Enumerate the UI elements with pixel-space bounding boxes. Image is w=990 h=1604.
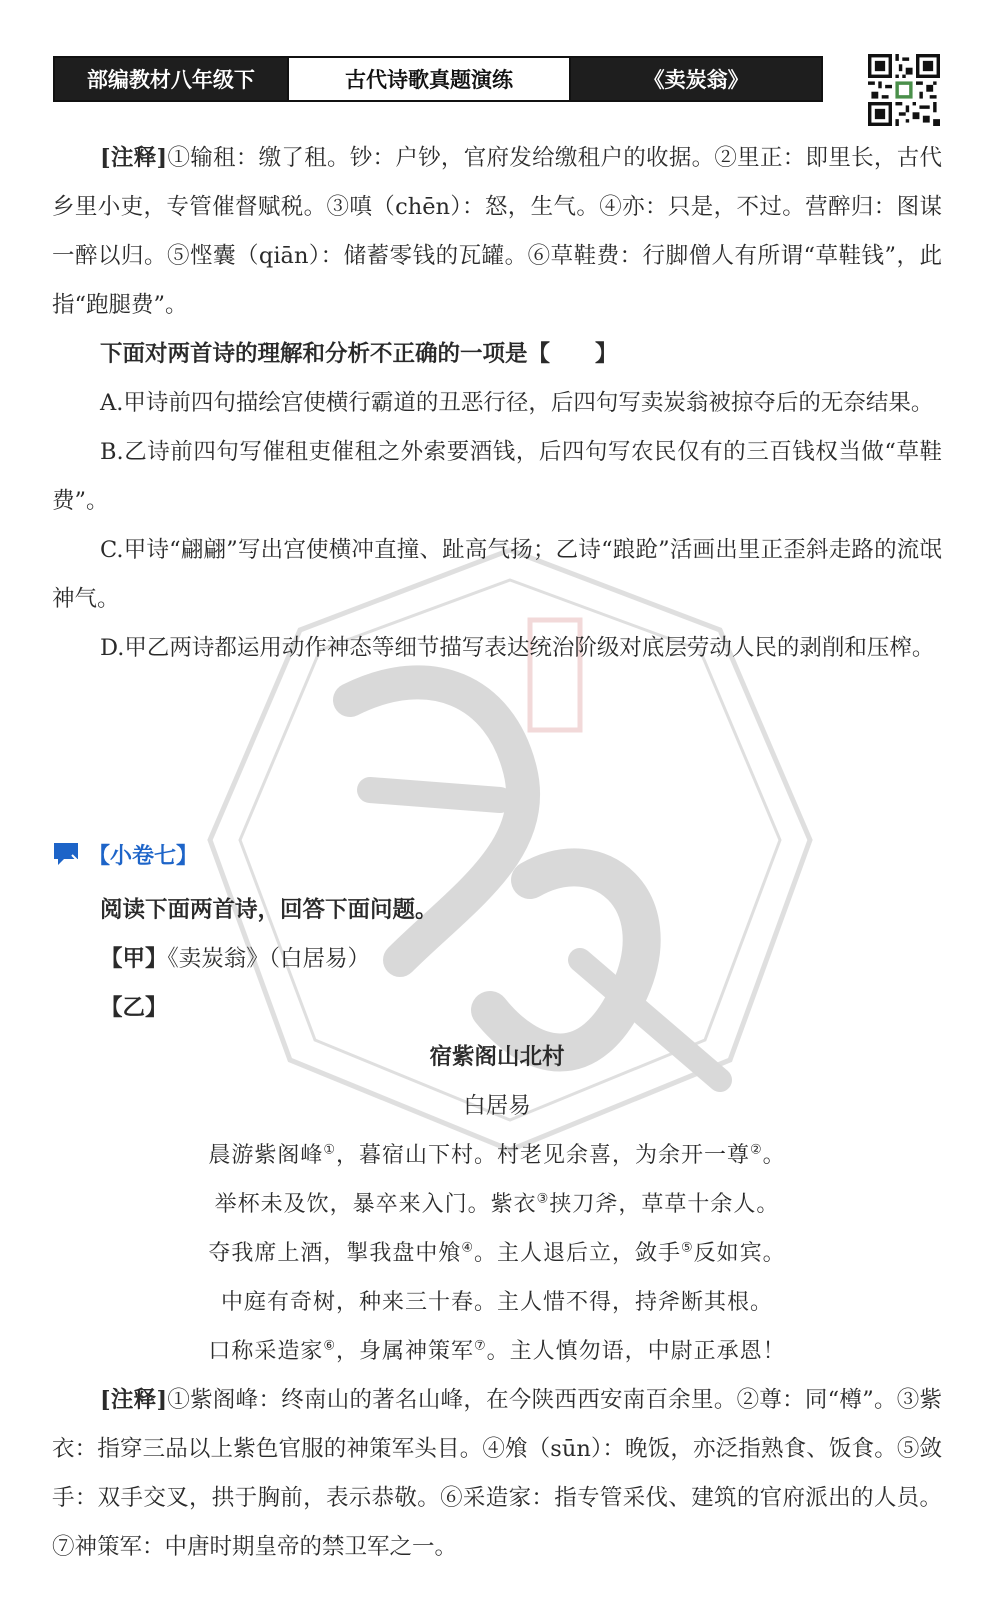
- notes-a-label: [注释]: [100, 145, 168, 171]
- poem-text: 举杯未及饮，暴卒来入门。紫衣: [214, 1192, 537, 1217]
- footnote-mark: ③: [536, 1191, 550, 1207]
- upper-content: [52, 134, 942, 673]
- lower-content: [52, 886, 942, 1572]
- qr-code-icon: [868, 54, 940, 126]
- option-c: C.甲诗“翩翩”写出宫使横冲直撞、趾高气扬；乙诗“踉跄”活画出里正歪斜走路的流氓神气。: [52, 537, 942, 612]
- question-stem: 下面对两首诗的理解和分析不正确的一项是【 】: [100, 341, 618, 367]
- poem-text: 。: [762, 1143, 786, 1168]
- poem-line: [52, 1180, 942, 1229]
- footnote-mark: ①: [323, 1142, 336, 1158]
- poem-text: 。主人退后立，敛手: [473, 1241, 681, 1266]
- poem-a-text: 《卖炭翁》（白居易）: [167, 946, 371, 972]
- poem-text: 口称采造家: [208, 1339, 324, 1364]
- poem-text: 。主人慎勿语，中尉正承恩！: [486, 1339, 786, 1364]
- header-grade: 部编教材八年级下: [55, 58, 287, 100]
- footnote-mark: ⑥: [323, 1338, 336, 1354]
- footnote-mark: ⑤: [681, 1240, 694, 1256]
- section-title: 【小卷七】: [88, 843, 199, 869]
- poem-a-label: 【甲】: [100, 946, 168, 972]
- notes-a: [52, 134, 942, 330]
- poem-line: [52, 1327, 942, 1376]
- poem-text: 晨游紫阁峰: [208, 1143, 324, 1168]
- header-bar: [53, 56, 823, 102]
- option-b: B.乙诗前四句写催租吏催租之外索要酒钱，后四句写农民仅有的三百钱权当做“草鞋费”。: [52, 439, 942, 514]
- poem-text: 中庭有奇树，种来三十春。主人惜不得，持斧断其根。: [220, 1290, 773, 1315]
- header-poem: 《卖炭翁》: [571, 58, 821, 100]
- option-a: A.甲诗前四句描绘宫使横行霸道的丑恶行径，后四句写卖炭翁被掠夺后的无奈结果。: [100, 390, 934, 416]
- poem-text: 反如宾。: [693, 1241, 786, 1266]
- notes-b-text: ①紫阁峰：终南山的著名山峰，在今陕西西安南百余里。②尊：同“樽”。③紫衣：指穿三品以上紫色官服的神策军头目。④飧（sūn）：晚饭，亦泛指熟食、饭食。⑤敛手：双手交叉，拱于胸前，表示恭敬。⑥采造家：指专管采伐、建筑的官府派出的人员。⑦神策军：中唐时期皇帝的禁卫军之一。: [52, 1387, 942, 1560]
- poem-line: [52, 1278, 942, 1327]
- poem-text: ，暮宿山下村。村老见余喜，为余开一尊: [335, 1143, 750, 1168]
- poem-b-body: [52, 1131, 942, 1376]
- header-topic: 古代诗歌真题演练: [287, 58, 572, 100]
- option-d: D.甲乙两诗都运用动作神态等细节描写表达统治阶级对底层劳动人民的剥削和压榨。: [100, 635, 935, 661]
- poem-b-label: 【乙】: [100, 995, 168, 1021]
- poem-line: [52, 1229, 942, 1278]
- poem-text: 夺我席上酒，掣我盘中飧: [208, 1241, 462, 1266]
- poem-b-author: 白居易: [463, 1093, 531, 1119]
- footnote-mark: ⑦: [474, 1338, 487, 1354]
- footnote-mark: ②: [750, 1142, 763, 1158]
- notes-a-text: ①输租：缴了租。钞：户钞，官府发给缴租户的收据。②里正：即里长，古代乡里小吏，专管催督赋税。③嗔（chēn）：怒，生气。④亦：只是，不过。营醉归：图谋一醉以归。⑤悭囊（qiān）：储蓄零钱的瓦罐。⑥草鞋费：行脚僧人有所谓“草鞋钱”，此指“跑腿费”。: [52, 145, 942, 318]
- notes-b: [52, 1376, 942, 1572]
- chat-bubble-icon: [52, 841, 80, 867]
- poem-b-title: 宿紫阁山北村: [429, 1044, 565, 1070]
- instruction: 阅读下面两首诗，回答下面问题。: [100, 897, 438, 923]
- poem-text: 挟刀斧，草草十余人。: [549, 1192, 780, 1217]
- poem-line: [52, 1131, 942, 1180]
- poem-text: ，身属神策军: [335, 1339, 474, 1364]
- section-header: [52, 834, 198, 874]
- notes-b-label: [注释]: [100, 1387, 168, 1413]
- poem-a-line: [52, 935, 942, 984]
- footnote-mark: ④: [461, 1240, 474, 1256]
